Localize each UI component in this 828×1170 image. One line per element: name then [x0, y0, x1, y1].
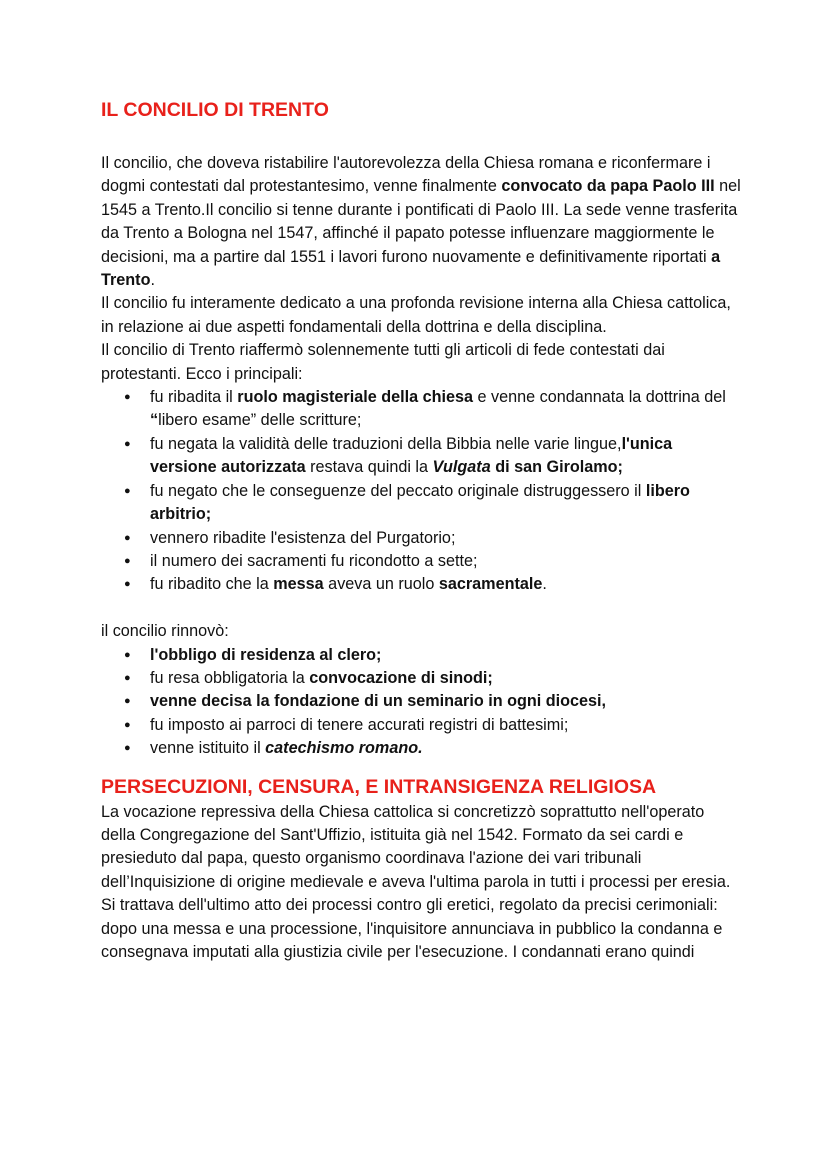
list-bold: “ — [150, 411, 159, 430]
list-text: libero esame” delle scritture; — [158, 411, 362, 430]
revision-paragraph: Il concilio fu interamente dedicato a una profonda revisione interna alla Chiesa cattolica, in relazione ai due aspetti fondamentali della dottrina e della disciplina. — [101, 294, 731, 336]
list-item — [150, 714, 741, 737]
list-text: aveva un ruolo — [323, 575, 439, 594]
list-text: fu ribadito che la — [150, 575, 274, 594]
list-bold: convocazione di sinodi; — [309, 668, 493, 687]
list-bold: l'obbligo di residenza al clero; — [150, 645, 382, 664]
intro-text-3: . — [150, 271, 155, 290]
list-text: . — [542, 575, 547, 594]
reaffirm-paragraph: Il concilio di Trento riaffermò solennemente tutti gli articoli di fede contestati dai protestanti. Ecco i principali: — [101, 341, 665, 383]
list-bold: libero arbitrio; — [150, 481, 690, 524]
list-text: venne istituito il — [150, 739, 266, 758]
list-item — [150, 433, 741, 480]
renewal-intro: il concilio rinnovò: — [101, 622, 229, 641]
list-bold: ruolo magisteriale della chiesa — [237, 388, 473, 407]
list-text: fu ribadita il — [150, 388, 238, 407]
list-bold-italic: Vulgata — [432, 458, 491, 477]
document-page — [101, 96, 741, 964]
list-text: fu imposto ai parroci di tenere accurati registri di battesimi; — [150, 715, 569, 734]
list-bold: l'unica versione autorizzata — [150, 434, 673, 477]
list-text: fu negata la validità delle traduzioni della Bibbia nelle varie lingue, — [150, 434, 622, 453]
list-item — [150, 667, 741, 690]
spacer — [101, 597, 741, 620]
list-text: fu negato che le conseguenze del peccato originale distruggessero il — [150, 481, 646, 500]
intro-text-1: Il concilio, che doveva ristabilire l'autorevolezza della Chiesa romana e riconfermare i dogmi contestati dal protestantesimo, venne finalmente — [101, 154, 711, 196]
list-text: e venne condannata la dottrina del — [473, 388, 726, 407]
list-bold: messa — [273, 575, 324, 594]
section-title-persecuzioni: PERSECUZIONI, CENSURA, E INTRANSIGENZA RELIGIOSA — [101, 775, 657, 798]
intro-paragraph — [101, 152, 741, 292]
list-bold: di san Girolamo; — [490, 458, 623, 477]
spacer — [101, 124, 741, 152]
intro-bold-1: convocato da papa Paolo III — [501, 177, 715, 196]
list-item — [150, 690, 741, 713]
renewal-list — [101, 644, 741, 761]
list-item — [150, 737, 741, 760]
persecution-paragraph: La vocazione repressiva della Chiesa cattolica si concretizzò soprattutto nell'operato della Congregazione del Sant'Uffizio, istituita già nel 1542. Formato da sei cardi e presieduto dal papa, questo organismo coordinava l'azione dei vari tribunali dell’Inquisizione di origine medievale e aveva l'ultima parola in tutti i processi per eresia. Si trattava dell'ultimo atto dei processi contro gli eretici, regolato da precisi cerimoniali: dopo una messa e una processione, l'inquisitore annunciava in pubblico la condanna e consegnava imputati alla giustizia civile per l'esecuzione. I condannati erano quindi — [101, 802, 731, 961]
list-text: il numero dei sacramenti fu ricondotto a sette; — [150, 551, 478, 570]
list-item — [150, 573, 741, 596]
list-bold-italic: catechismo romano. — [265, 739, 423, 758]
intro-bold-2: a Trento — [101, 247, 721, 290]
list-item — [150, 386, 741, 433]
list-text: restava quindi la — [305, 458, 433, 477]
intro-text-2: nel 1545 a Trento.Il concilio si tenne durante i pontificati di Paolo III. La sede venne trasferita da Trento a Bologna nel 1547, affinché il papato potesse influenzare maggiormente le decisioni, ma a partire dal 1551 i lavori furono nuovamente e definitivamente riportati — [101, 177, 741, 266]
list-item — [150, 550, 741, 573]
list-text: vennero ribadite l'esistenza del Purgatorio; — [150, 528, 456, 547]
list-item — [150, 644, 741, 667]
list-item — [150, 527, 741, 550]
doctrine-list — [101, 386, 741, 597]
list-item — [150, 480, 741, 527]
section-title-concilio: IL CONCILIO DI TRENTO — [101, 99, 329, 121]
list-bold: sacramentale — [438, 575, 543, 594]
list-bold: venne decisa la fondazione di un seminario in ogni diocesi, — [150, 692, 607, 711]
list-text: fu resa obbligatoria la — [150, 668, 310, 687]
